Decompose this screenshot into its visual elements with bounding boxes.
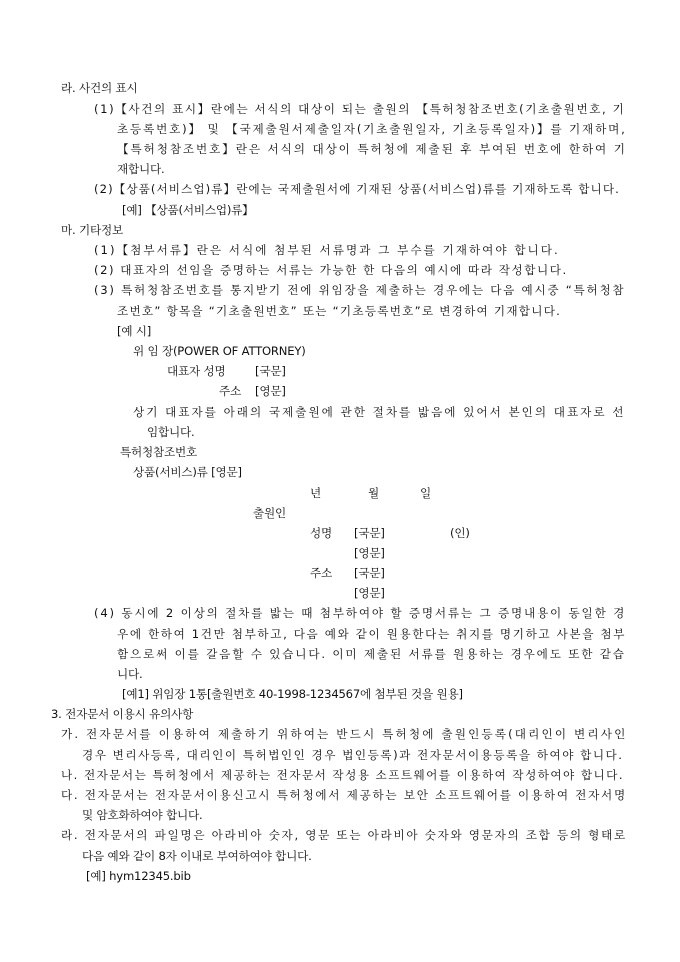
rep-address-value: [영문] — [255, 384, 286, 398]
poa-title: 위 임 장(POWER OF ATTORNEY) — [133, 344, 306, 358]
signature-name-korean: [국문] — [354, 526, 385, 540]
para-s3-na: 나. 전자문서는 특허청에서 제공하는 전자문서 작성용 소프트웨어를 이용하여 작성하여야 합니다. — [61, 768, 624, 782]
para-ma4-line1: (4) 동시에 2 이상의 절차를 밟는 때 첨부하여야 할 증명서류는 그 증명내용이 동일한 경 — [94, 606, 627, 620]
appointment-line1: 상기 대표자를 아래의 국제출원에 관한 절차를 밟음에 있어서 본인의 대표자로 선 — [133, 405, 626, 419]
appointment-line2: 임합니다. — [147, 425, 195, 439]
section-3-heading: 3. 전자문서 이용시 유의사항 — [51, 707, 194, 721]
para-ma4-example: [예1] 위임장 1통[출원번호 40-1998-1234567에 첨부된 것을 원용] — [122, 687, 463, 701]
date-year: 년 — [310, 486, 321, 500]
para-s3-da-line1: 다. 전자문서는 전자문서이용신고시 특허청에서 제공하는 보안 소프트웨어를 이용하여 전자서명 — [61, 788, 627, 802]
signature-address-english: [영문] — [354, 586, 385, 600]
para-ra2-line1: (2)【상품(서비스업)류】란에는 국제출원서에 기재된 상품(서비스업)류를 기재하도록 합니다. — [94, 182, 620, 196]
date-month: 월 — [368, 486, 379, 500]
date-day: 일 — [420, 486, 431, 500]
para-ra1-line4: 재합니다. — [117, 162, 165, 176]
section-ma-heading: 마. 기타정보 — [61, 223, 123, 237]
para-s3-ra-line2: 다음 예와 같이 8자 이내로 부여하여야 합니다. — [82, 849, 312, 863]
rep-name-value: [국문] — [255, 364, 286, 378]
para-ma2: (2) 대표자의 선임을 증명하는 서류는 가능한 한 다음의 예시에 따라 작성합니다. — [94, 263, 568, 277]
goods-class-label: 상품(서비스)류 [영문] — [133, 465, 242, 479]
example-label: [예 시] — [117, 324, 152, 338]
para-ra2-example: [예] 【상품(서비스업)류】 — [122, 203, 254, 217]
para-ma4-line4: 니다. — [117, 667, 143, 681]
rep-address-label: 주소 — [219, 384, 241, 398]
para-s3-ra-example: [예] hym12345.bib — [86, 869, 191, 883]
applicant-label: 출원인 — [253, 506, 286, 520]
para-ma4-line3: 함으로써 이를 갈음할 수 있습니다. 이미 제출된 서류를 원용하는 경우에도 또한 같습 — [117, 647, 626, 661]
para-s3-ga-line2: 경우 변리사등록, 대리인이 특허법인인 경우 법인등록)과 전자문서이용등록을 하여야 합니다. — [82, 748, 624, 762]
para-ra1-line3: 【특허청참조번호】란은 서식의 대상이 특허청에 제출된 후 부여된 번호에 한하여 기 — [117, 142, 627, 156]
para-s3-ga-line1: 가. 전자문서를 이용하여 제출하기 위하여는 반드시 특허청에 출원인등록(대리인이 변리사인 — [61, 727, 628, 741]
para-ma3-line2: 조번호” 항목을 “기초출원번호” 또는 “기초등록번호”로 변경하여 기재합니다. — [117, 304, 562, 318]
signature-name-english: [영문] — [354, 546, 385, 560]
signature-address-label: 주소 — [310, 566, 332, 580]
para-ra1-line1: (1)【사건의 표시】란에는 서식의 대상이 되는 출원의 【특허청참조번호(기초출원번호, 기 — [94, 102, 626, 116]
seal-mark: (인) — [450, 526, 470, 540]
para-s3-da-line2: 및 암호화하여야 합니다. — [82, 808, 203, 822]
rep-name-label: 대표자 성명 — [167, 364, 226, 378]
signature-name-label: 성명 — [310, 526, 332, 540]
para-ma1: (1)【첨부서류】란은 서식에 첨부된 서류명과 그 부수를 기재하여야 합니다. — [94, 243, 560, 257]
para-ma4-line2: 우에 한하여 1건만 첨부하고, 다음 예와 같이 원용한다는 취지를 명기하고 사본을 첨부 — [117, 627, 627, 641]
reference-number-label: 특허청참조번호 — [120, 445, 197, 459]
signature-address-korean: [국문] — [354, 566, 385, 580]
para-ma3-line1: (3) 특허청참조번호를 통지받기 전에 위임장을 제출하는 경우에는 다음 예시중 “특허청참 — [94, 283, 626, 297]
section-ra-heading: 라. 사건의 표시 — [61, 81, 138, 95]
para-ra1-line2: 초등록번호)】 및 【국제출원서제출일자(기초출원일자, 기초등록일자)】를 기재하며, — [117, 122, 627, 136]
para-s3-ra-line1: 라. 전자문서의 파일명은 아라비아 숫자, 영문 또는 아라비아 숫자와 영문자의 조합 등의 형태로 — [61, 828, 627, 842]
